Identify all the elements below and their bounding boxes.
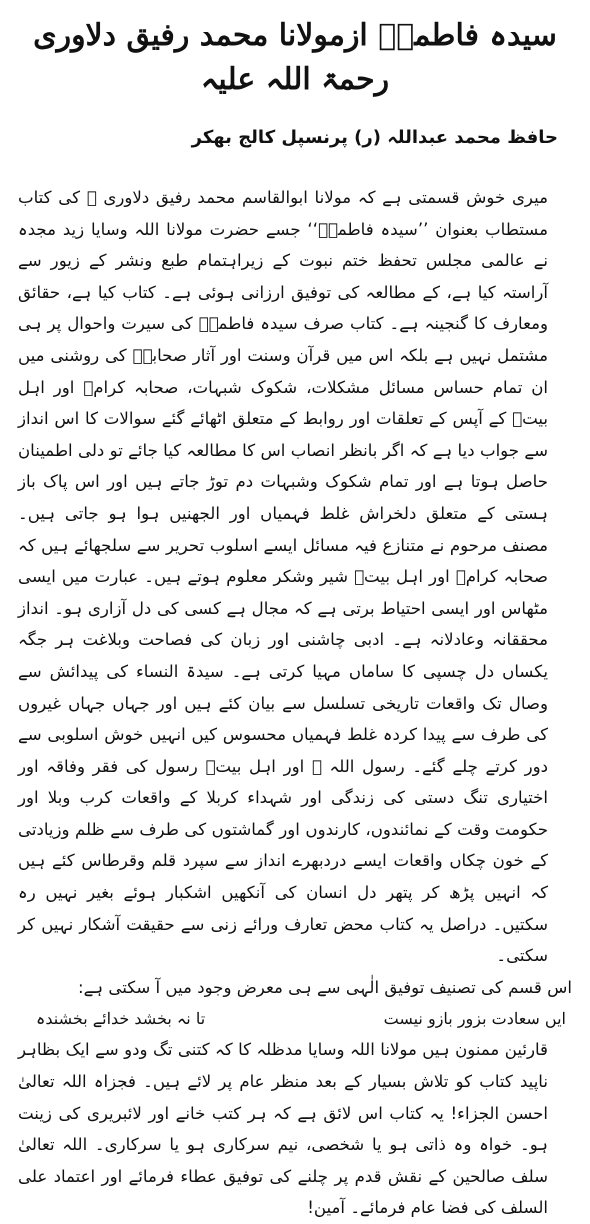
persian-verse xyxy=(18,1003,572,1034)
paragraph-3: قارئین ممنون ہیں مولانا اللہ وسایا مدظلہ کا کہ کتنی تگ ودو سے ایک بظاہر ناپید کتاب کو تلاش بسیار کے بعد منظر عام پر لائے ہیں۔ فجزاہ اللہ تعالیٰ احسن الجزاء! یہ کتاب اس لائق ہے کہ ہر کتب خانے اور لائبریری کی زینت ہو۔ خواہ وہ ذاتی ہو یا شخصی، نیم سرکاری ہو یا سرکاری۔ اللہ تعالیٰ سلف صالحین کے نقش قدم پر چلنے کی توفیق عطاء فرمائے اور اعتماد علی السلف کی فضا عام فرمائے۔ آمین! xyxy=(18,1040,548,1218)
verse-first-hemistich: ایں سعادت بزور بازو نیست xyxy=(383,1009,566,1029)
article-title: سیدہ فاطمہؓ ازمولانا محمد رفیق دلاوری رحمۃ اللہ علیہ xyxy=(33,18,557,97)
paragraph-2: اس قسم کی تصنیف توفیق الٰہی سے ہی معرض وجود میں آ سکتی ہے: xyxy=(78,977,572,997)
article-body xyxy=(18,182,572,1224)
verse-second-hemistich: تا نہ بخشد خدائے بخشندہ xyxy=(36,1009,206,1029)
author-line: حافظ محمد عبداللہ (ر) پرنسپل کالج بھکر xyxy=(191,127,558,148)
paragraph-1: میری خوش قسمتی ہے کہ مولانا ابوالقاسم محمد رفیق دلاوری ؒ کی کتاب مستطاب بعنوان ’’سیدہ فاطمہؓ‘‘ جسے حضرت مولانا اللہ وسایا زید مجدہ نے عالمی مجلس تحفظ ختم نبوت کے زیراہتمام طبع ونشر کے زیور سے آراستہ کیا ہے، کے مطالعہ کی توفیق ارزانی ہوئی ہے۔ کتاب کیا ہے، حقائق ومعارف کا گنجینہ ہے۔ کتاب صرف سیدہ فاطمہؓ کی سیرت واحوال پر ہی مشتمل نہیں ہے بلکہ اس میں قرآن وسنت اور آثار صحابہؓ کی روشنی میں ان تمام حساس مسائل مشکلات، شکوک شبہات، صحابہ کرامؓ اور اہل بیتؓ کے آپس کے تعلقات اور روابط کے متعلق اٹھائے گئے سوالات کا اس انداز سے جواب دیا ہے کہ اگر بانظر انصاب اس کا مطالعہ کیا جائے تو دلی اطمینان حاصل ہوتا ہے اور تمام شکوک وشبہات دم توڑ جاتے ہیں اور اس پاک باز ہستی کے متعلق دلخراش غلط فہمیاں اور الجھنیں ہوا ہو جاتی ہیں۔ مصنف مرحوم نے متنازع فیہ مسائل ایسے اسلوب تحریر سے سلجھائے ہیں کہ صحابہ کرامؓ اور اہل بیتؓ شیر وشکر معلوم ہوتے ہیں۔ عبارت میں ایسی مٹھاس اور ایسی احتیاط برتی ہے کہ مجال ہے کسی کی دل آزاری ہو۔ انداز محققانہ وعادلانہ ہے۔ ادبی چاشنی اور زبان کی فصاحت وبلاغت ہر جگہ یکساں دل چسپی کا ساماں مہیا کرتی ہے۔ سیدۃ النساء کی پیدائش سے وصال تک واقعات تاریخی تسلسل سے بیان کئے ہیں اور جہاں جہاں غیروں کی طرف سے پیدا کردہ غلط فہمیاں محسوس کیں انہیں خوش اسلوبی سے دور کرتے چلے گئے۔ رسول اللہ ﷺ اور اہل بیتؓ رسول کی فقر وفاقہ اور اختیاری تنگ دستی کی زندگی اور شہداء کربلا کے واقعات کرب وبلا اور حکومت وقت کے نمائندوں، کارندوں اور گماشتوں کی طرف سے ظلم وزیادتی کے خون چکاں واقعات ایسے دردبھرے انداز سے سپرد قلم وقرطاس کئے ہیں کہ انہیں پڑھ کر پتھر دل انسان کی آنکھیں اشکبار ہوئے بغیر نہیں رہ سکتیں۔ دراصل یہ کتاب محض تعارف ورائے زنی سے حقیقت آشکار نہیں کر سکتی۔ xyxy=(18,188,548,966)
